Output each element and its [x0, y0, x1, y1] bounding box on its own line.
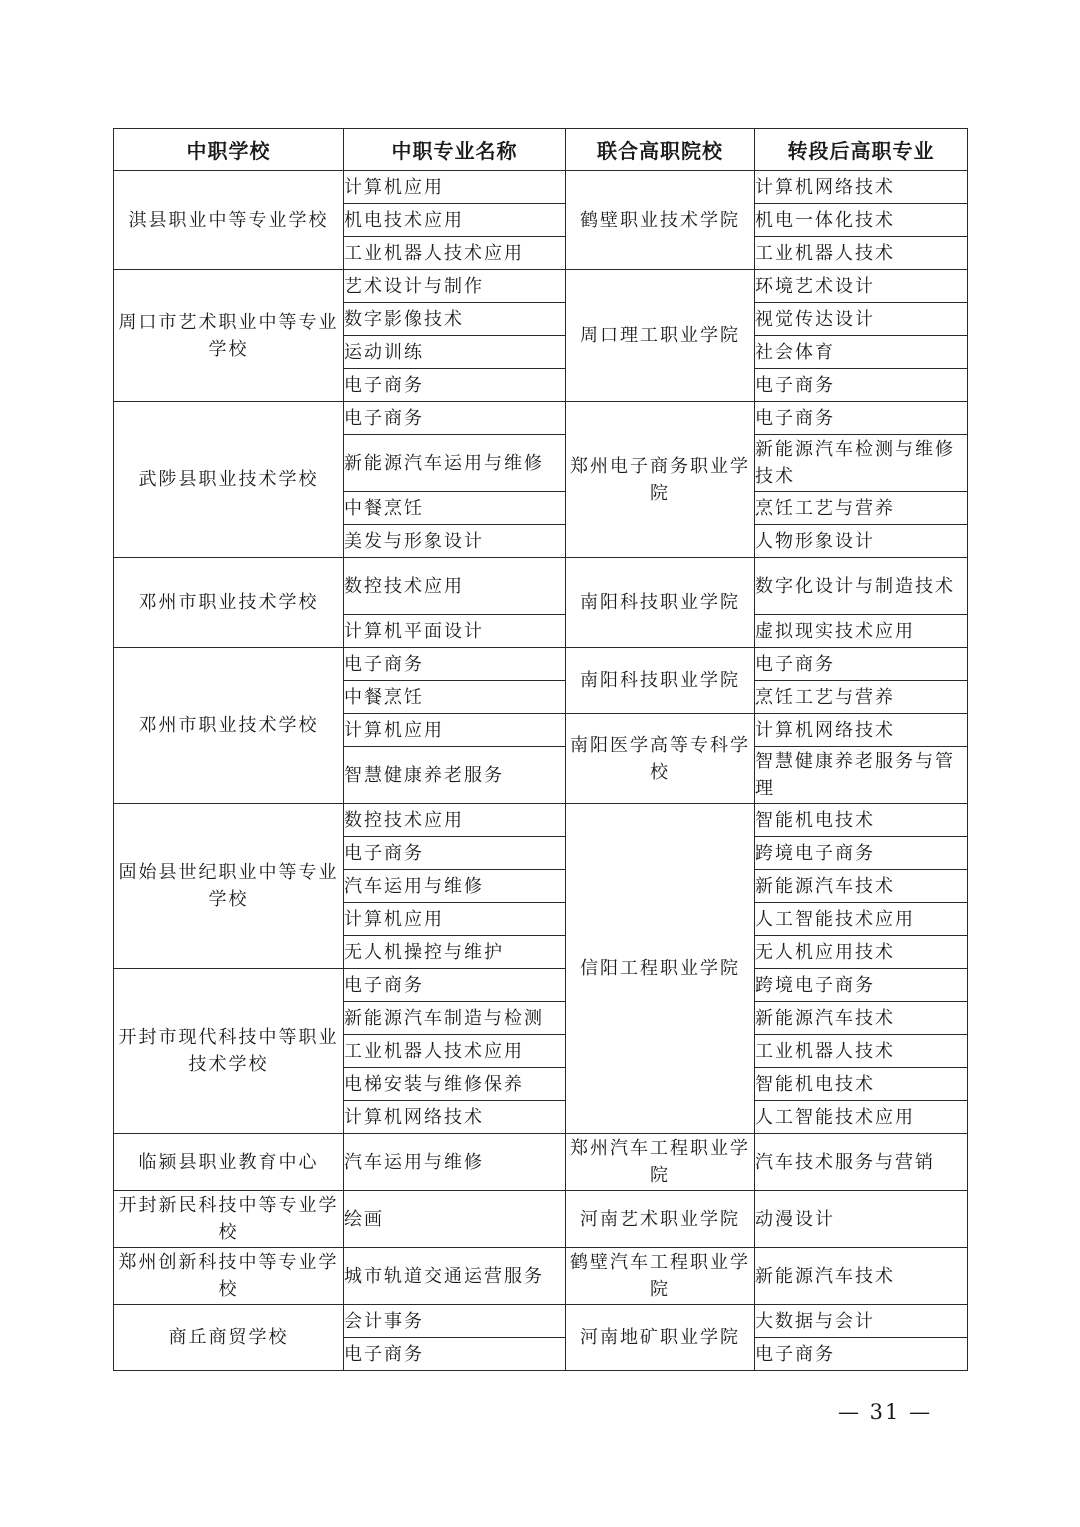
major-cell: 电子商务	[344, 837, 566, 870]
college-cell: 郑州电子商务职业学院	[566, 402, 755, 558]
major-cell: 工业机器人技术应用	[344, 1035, 566, 1068]
target-major-cell: 计算机网络技术	[755, 714, 968, 747]
target-major-cell: 工业机器人技术	[755, 1035, 968, 1068]
major-cell: 美发与形象设计	[344, 525, 566, 558]
school-cell: 邓州市职业技术学校	[114, 558, 344, 648]
school-cell: 武陟县职业技术学校	[114, 402, 344, 558]
major-cell: 会计事务	[344, 1305, 566, 1338]
target-major-cell: 智慧健康养老服务与管理	[755, 747, 968, 804]
table-row	[114, 558, 968, 615]
major-cell: 电子商务	[344, 648, 566, 681]
major-cell: 城市轨道交通运营服务	[344, 1248, 566, 1305]
header-major: 中职专业名称	[344, 129, 566, 171]
college-cell: 信阳工程职业学院	[566, 804, 755, 1134]
target-major-cell: 跨境电子商务	[755, 837, 968, 870]
college-cell: 南阳医学高等专科学校	[566, 714, 755, 804]
table-row	[114, 1134, 968, 1191]
school-cell: 周口市艺术职业中等专业学校	[114, 270, 344, 402]
college-cell: 鹤壁职业技术学院	[566, 171, 755, 270]
target-major-cell: 新能源汽车技术	[755, 1248, 968, 1305]
target-major-cell: 汽车技术服务与营销	[755, 1134, 968, 1191]
target-major-cell: 电子商务	[755, 402, 968, 435]
school-cell: 临颍县职业教育中心	[114, 1134, 344, 1191]
target-major-cell: 视觉传达设计	[755, 303, 968, 336]
major-cell: 电梯安装与维修保养	[344, 1068, 566, 1101]
school-cell: 郑州创新科技中等专业学校	[114, 1248, 344, 1305]
target-major-cell: 虚拟现实技术应用	[755, 615, 968, 648]
target-major-cell: 社会体育	[755, 336, 968, 369]
major-cell: 中餐烹饪	[344, 492, 566, 525]
school-cell: 固始县世纪职业中等专业学校	[114, 804, 344, 969]
target-major-cell: 大数据与会计	[755, 1305, 968, 1338]
major-cell: 计算机网络技术	[344, 1101, 566, 1134]
major-cell: 数控技术应用	[344, 558, 566, 615]
college-cell: 河南艺术职业学院	[566, 1191, 755, 1248]
table-row	[114, 171, 968, 204]
major-cell: 电子商务	[344, 969, 566, 1002]
target-major-cell: 电子商务	[755, 648, 968, 681]
college-cell: 鹤壁汽车工程职业学院	[566, 1248, 755, 1305]
major-cell: 数字影像技术	[344, 303, 566, 336]
major-cell: 智慧健康养老服务	[344, 747, 566, 804]
major-cell: 机电技术应用	[344, 204, 566, 237]
major-cell: 无人机操控与维护	[344, 936, 566, 969]
table-row	[114, 1191, 968, 1248]
major-cell: 计算机应用	[344, 714, 566, 747]
major-cell: 计算机应用	[344, 171, 566, 204]
school-cell: 开封新民科技中等专业学校	[114, 1191, 344, 1248]
school-cell: 商丘商贸学校	[114, 1305, 344, 1371]
target-major-cell: 跨境电子商务	[755, 969, 968, 1002]
target-major-cell: 机电一体化技术	[755, 204, 968, 237]
target-major-cell: 人物形象设计	[755, 525, 968, 558]
school-cell: 开封市现代科技中等职业技术学校	[114, 969, 344, 1134]
target-major-cell: 烹饪工艺与营养	[755, 681, 968, 714]
major-cell: 电子商务	[344, 369, 566, 402]
major-cell: 新能源汽车运用与维修	[344, 435, 566, 492]
major-cell: 汽车运用与维修	[344, 1134, 566, 1191]
major-cell: 艺术设计与制作	[344, 270, 566, 303]
major-cell: 工业机器人技术应用	[344, 237, 566, 270]
target-major-cell: 电子商务	[755, 369, 968, 402]
target-major-cell: 智能机电技术	[755, 1068, 968, 1101]
table-row	[114, 804, 968, 837]
college-cell: 郑州汽车工程职业学院	[566, 1134, 755, 1191]
table-row	[114, 402, 968, 435]
target-major-cell: 智能机电技术	[755, 804, 968, 837]
target-major-cell: 工业机器人技术	[755, 237, 968, 270]
target-major-cell: 环境艺术设计	[755, 270, 968, 303]
target-major-cell: 人工智能技术应用	[755, 903, 968, 936]
target-major-cell: 无人机应用技术	[755, 936, 968, 969]
header-college: 联合高职院校	[566, 129, 755, 171]
school-cell: 淇县职业中等专业学校	[114, 171, 344, 270]
college-cell: 河南地矿职业学院	[566, 1305, 755, 1371]
target-major-cell: 新能源汽车技术	[755, 870, 968, 903]
college-cell: 南阳科技职业学院	[566, 558, 755, 648]
header-school: 中职学校	[114, 129, 344, 171]
major-cell: 计算机应用	[344, 903, 566, 936]
table-row	[114, 648, 968, 681]
major-cell: 电子商务	[344, 1338, 566, 1371]
major-cell: 数控技术应用	[344, 804, 566, 837]
major-cell: 汽车运用与维修	[344, 870, 566, 903]
target-major-cell: 新能源汽车技术	[755, 1002, 968, 1035]
major-cell: 电子商务	[344, 402, 566, 435]
major-cell: 计算机平面设计	[344, 615, 566, 648]
table-header-row	[114, 129, 968, 171]
target-major-cell: 数字化设计与制造技术	[755, 558, 968, 615]
target-major-cell: 烹饪工艺与营养	[755, 492, 968, 525]
header-target-major: 转段后高职专业	[755, 129, 968, 171]
major-cell: 绘画	[344, 1191, 566, 1248]
program-table	[113, 128, 968, 1371]
table-row	[114, 969, 968, 1002]
major-cell: 运动训练	[344, 336, 566, 369]
college-cell: 南阳科技职业学院	[566, 648, 755, 714]
school-cell: 邓州市职业技术学校	[114, 648, 344, 804]
table-row	[114, 270, 968, 303]
college-cell: 周口理工职业学院	[566, 270, 755, 402]
major-cell: 中餐烹饪	[344, 681, 566, 714]
target-major-cell: 计算机网络技术	[755, 171, 968, 204]
page-number: — 31 —	[838, 1400, 933, 1424]
target-major-cell: 动漫设计	[755, 1191, 968, 1248]
target-major-cell: 新能源汽车检测与维修技术	[755, 435, 968, 492]
target-major-cell: 人工智能技术应用	[755, 1101, 968, 1134]
table-row	[114, 1248, 968, 1305]
target-major-cell: 电子商务	[755, 1338, 968, 1371]
major-cell: 新能源汽车制造与检测	[344, 1002, 566, 1035]
table-row	[114, 1305, 968, 1338]
